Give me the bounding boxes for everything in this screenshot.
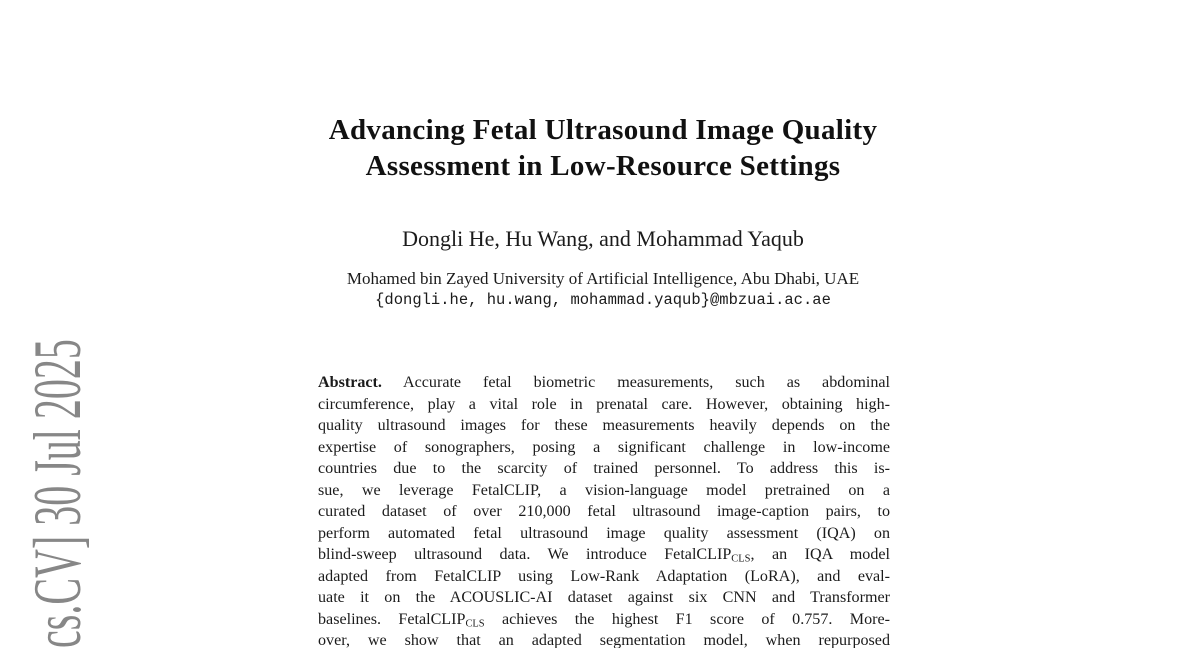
affiliation-line: Mohamed bin Zayed University of Artificial Intelligence, Abu Dhabi, UAE xyxy=(346,269,860,288)
abstract-line: over, we show that an adapted segmentation model, when repurposed xyxy=(318,632,890,648)
abstract-line xyxy=(318,372,890,394)
authors-line: Dongli He, Hu Wang, and Mohammad Yaqub xyxy=(402,226,804,251)
abstract-text: Accurate fetal biometric measurements, such as abdominal xyxy=(403,374,890,391)
abstract-line: curated dataset of over 210,000 fetal ultrasound image-caption pairs, to xyxy=(318,503,890,520)
abstract-line: sue, we leverage FetalCLIP, a vision-language model pretrained on a xyxy=(318,481,890,499)
abstract-line: countries due to the scarcity of trained personnel. To address this is- xyxy=(318,460,890,477)
abstract-line xyxy=(318,544,890,566)
subscript-cls: CLS xyxy=(465,618,485,630)
abstract-text: , an IQA model xyxy=(750,546,890,563)
paper-title xyxy=(6,112,1200,184)
abstract-text: blind-sweep ultrasound data. We introduce FetalCLIP xyxy=(318,546,732,563)
arxiv-stamp: cs.CV] 30 Jul 2025 xyxy=(18,339,96,648)
paper-title-line2: Assessment in Low-Resource Settings xyxy=(365,150,841,182)
abstract-text: baselines. FetalCLIP xyxy=(318,610,466,628)
email-line: {dongli.he, hu.wang, mohammad.yaqub}@mbzuai.ac.ae xyxy=(375,291,831,309)
abstract-block xyxy=(318,372,890,648)
abstract-text: achieves the highest F1 score of 0.757. More- xyxy=(484,610,890,628)
abstract-line: adapted from FetalCLIP using Low-Rank Adaptation (LoRA), and eval- xyxy=(318,567,890,585)
subscript-cls: CLS xyxy=(731,553,751,565)
abstract-line: uate it on the ACOUSLIC-AI dataset against six CNN and Transformer xyxy=(318,589,890,606)
abstract-line: quality ultrasound images for these measurements heavily depends on the xyxy=(318,417,890,434)
abstract-line: perform automated fetal ultrasound image quality assessment (IQA) on xyxy=(318,524,890,542)
abstract-line: circumference, play a vital role in prenatal care. However, obtaining high- xyxy=(318,395,890,413)
abstract-line: expertise of sonographers, posing a significant challenge in low-income xyxy=(318,438,890,456)
abstract-label: Abstract. xyxy=(318,374,382,391)
abstract-line xyxy=(318,609,890,631)
paper-title-line1: Advancing Fetal Ultrasound Image Quality xyxy=(328,114,878,146)
